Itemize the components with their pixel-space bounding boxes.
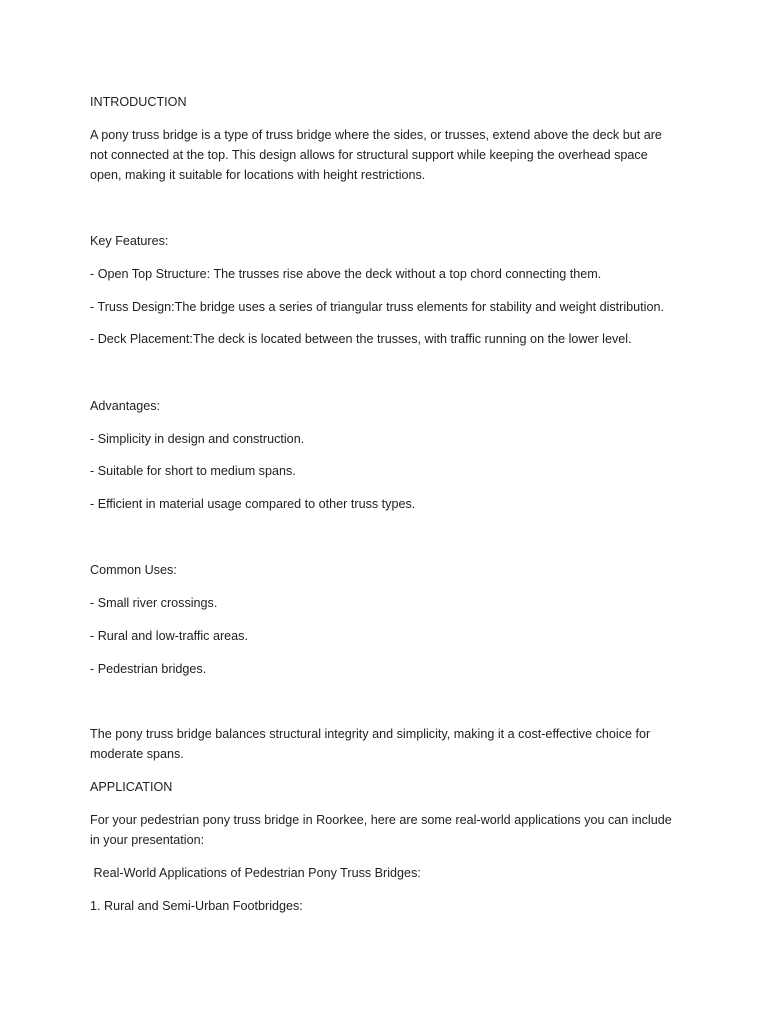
heading-common-uses: Common Uses: (90, 563, 177, 577)
list-item-efficient: - Efficient in material usage compared to other truss types. (90, 497, 416, 511)
list-item-deck-placement: - Deck Placement:The deck is located between the trusses, with traffic running on the lower level. (90, 332, 632, 346)
heading-application: APPLICATION (90, 780, 173, 794)
heading-advantages: Advantages: (90, 399, 161, 413)
numbered-item-footbridges: 1. Rural and Semi-Urban Footbridges: (90, 899, 303, 913)
subheading-real-world: Real-World Applications of Pedestrian Pony Truss Bridges: (90, 866, 421, 880)
summary-paragraph: The pony truss bridge balances structural integrity and simplicity, making it a cost-effective choice for moderate spans. (90, 727, 651, 761)
intro-paragraph: A pony truss bridge is a type of truss bridge where the sides, or trusses, extend above the deck but are not connected at the top. This design allows for structural support while keeping the overhead space open, making it suitable for locations with height restrictions. (90, 128, 662, 182)
list-item-simplicity: - Simplicity in design and construction. (90, 432, 305, 446)
heading-key-features: Key Features: (90, 234, 169, 248)
list-item-open-top: - Open Top Structure: The trusses rise above the deck without a top chord connecting them. (90, 267, 602, 281)
list-item-river: - Small river crossings. (90, 596, 218, 610)
list-item-pedestrian: - Pedestrian bridges. (90, 662, 207, 676)
list-item-truss-design: - Truss Design:The bridge uses a series of triangular truss elements for stability and weight distribution. (90, 300, 664, 314)
application-paragraph: For your pedestrian pony truss bridge in Roorkee, here are some real-world applications you can include in your presentation: (90, 813, 672, 847)
list-item-rural: - Rural and low-traffic areas. (90, 629, 248, 643)
list-item-spans: - Suitable for short to medium spans. (90, 464, 296, 478)
heading-introduction: INTRODUCTION (90, 95, 187, 109)
